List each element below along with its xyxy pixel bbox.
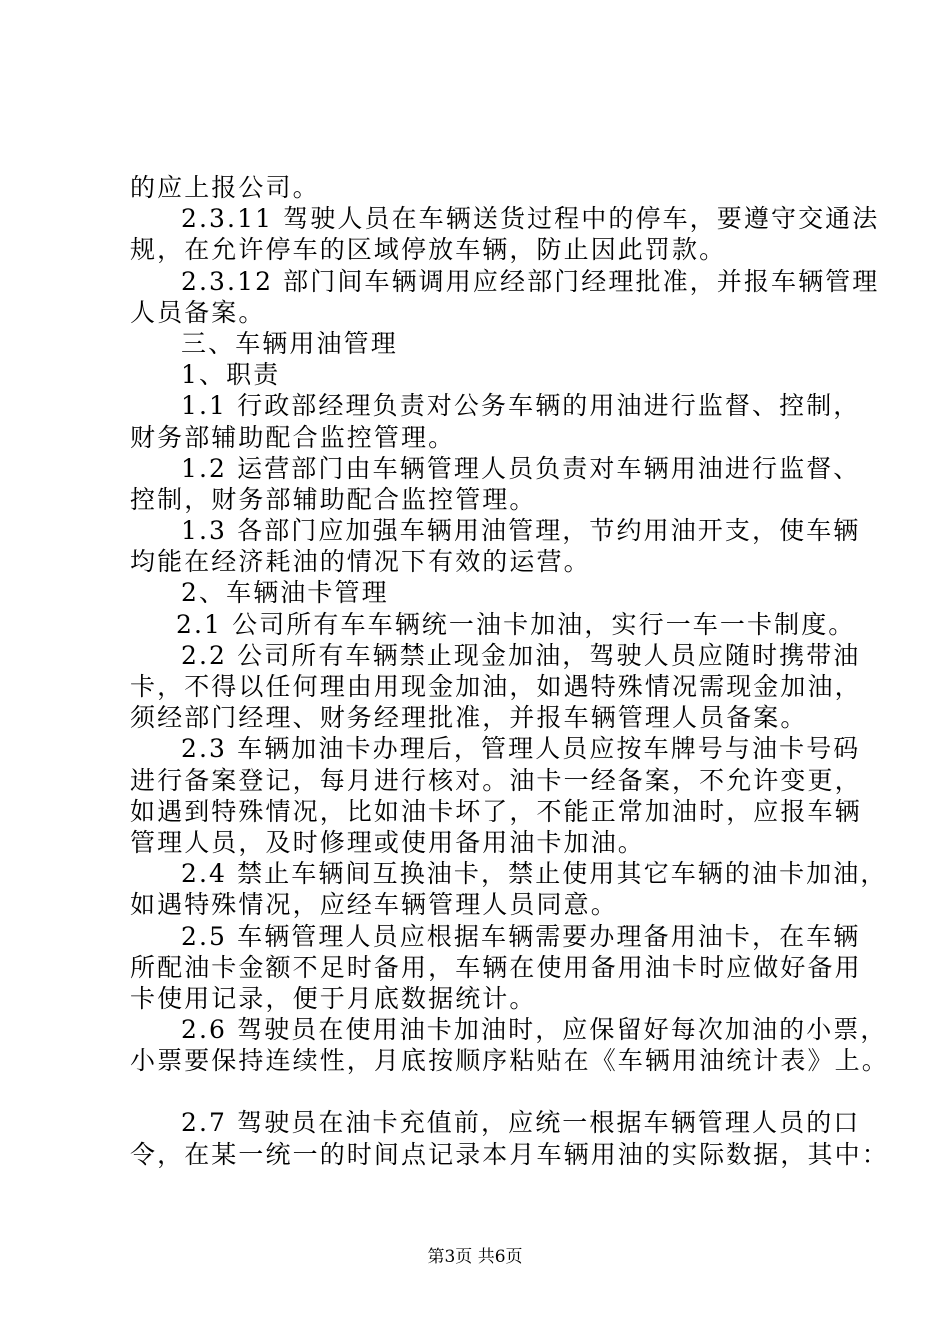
subsection-heading: 2、车辆油卡管理 (181, 578, 389, 608)
text-line: 均能在经济耗油的情况下有效的运营。 (130, 547, 591, 577)
section-heading: 三、车辆用油管理 (181, 328, 398, 358)
clause-2-2: 2.2 公司所有车辆禁止现金加油，驾驶人员应随时携带油 (181, 640, 861, 670)
text-line: 财务部辅助配合监控管理。 (130, 422, 456, 452)
text-line: 进行备案登记，每月进行核对。油卡一经备案，不允许变更， (130, 765, 862, 795)
clause-2-1: 2.1 公司所有车车辆统一油卡加油，实行一车一卡制度。 (176, 609, 856, 639)
text-line: 如遇特殊情况，应经车辆管理人员同意。 (130, 890, 618, 920)
paragraph-gap (130, 1076, 856, 1107)
document-body (130, 172, 889, 1170)
subsection-heading: 1、职责 (181, 360, 281, 390)
text-line: 所配油卡金额不足时备用，车辆在使用备用油卡时应做好备用 (130, 952, 862, 982)
text-line: 控制，财务部辅助配合监控管理。 (130, 484, 537, 514)
clause-1-3: 1.3 各部门应加强车辆用油管理，节约用油开支，使车辆 (181, 516, 861, 546)
text-line: 如遇到特殊情况，比如油卡坏了，不能正常加油时，应报车辆 (130, 796, 862, 826)
page-number: 第3页 共6页 (427, 1247, 523, 1267)
text-line: 小票要保持连续性，月底按顺序粘贴在《车辆用油统计表》上。 (130, 1046, 889, 1076)
text-line: 的应上报公司。 (130, 173, 320, 202)
text-line: 须经部门经理、财务经理批准，并报车辆管理人员备案。 (130, 703, 808, 733)
text-line: 卡，不得以任何理由用现金加油，如遇特殊情况需现金加油， (130, 672, 862, 701)
clause-2-5: 2.5 车辆管理人员应根据车辆需要办理备用油卡，在车辆 (181, 921, 861, 951)
clause-1-1: 1.1 行政部经理负责对公务车辆的用油进行监督、控制， (181, 391, 861, 421)
clause-2-3-12: 2.3.12 部门间车辆调用应经部门经理批准，并报车辆管理 (181, 266, 880, 296)
clause-1-2: 1.2 运营部门由车辆管理人员负责对车辆用油进行监督、 (181, 453, 861, 483)
clause-2-6: 2.6 驾驶员在使用油卡加油时，应保留好每次加油的小票， (181, 1015, 888, 1045)
text-line: 卡使用记录，便于月底数据统计。 (130, 983, 537, 1013)
clause-2-3: 2.3 车辆加油卡办理后，管理人员应按车牌号与油卡号码 (181, 734, 861, 764)
text-line: 规，在允许停车的区域停放车辆，防止因此罚款。 (130, 235, 727, 265)
text-line: 令，在某一统一的时间点记录本月车辆用油的实际数据，其中： (130, 1139, 889, 1169)
text-line: 人员备案。 (130, 297, 266, 327)
clause-2-4: 2.4 禁止车辆间互换油卡，禁止使用其它车辆的油卡加油， (181, 859, 888, 889)
text-line: 管理人员，及时修理或使用备用油卡加油。 (130, 827, 645, 857)
clause-2-7: 2.7 驾驶员在油卡充值前，应统一根据车辆管理人员的口 (181, 1108, 861, 1138)
clause-2-3-11: 2.3.11 驾驶人员在车辆送货过程中的停车，要遵守交通法 (181, 204, 880, 234)
